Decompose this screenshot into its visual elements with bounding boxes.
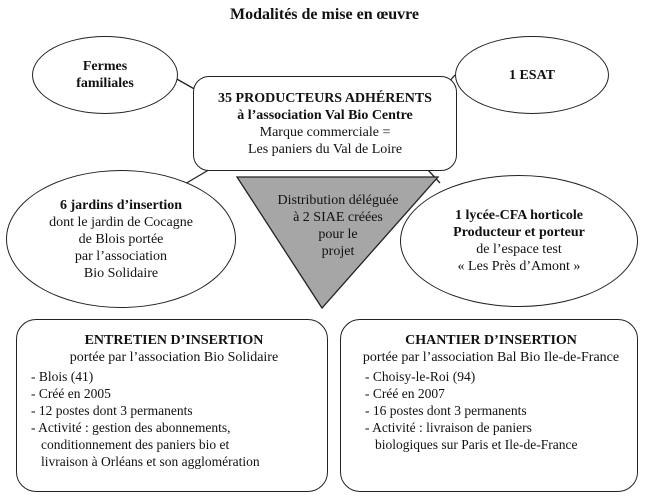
node-jardins-line-4: Bio Solidaire	[83, 265, 159, 281]
node-producteurs-bold-1: 35 PRODUCTEURS ADHÉRENTS	[218, 90, 432, 106]
box-chantier-list	[355, 368, 627, 453]
node-esat-line-1: 1 ESAT	[508, 67, 556, 83]
node-lycee-cfa	[400, 175, 638, 307]
node-jardins-line-1: dont le jardin de Cocagne	[49, 214, 193, 230]
node-fermes-familiales	[32, 36, 178, 114]
node-jardins-line-2: de Blois portée	[78, 231, 164, 247]
node-jardins-line-3: par l’association	[74, 248, 168, 264]
box-entretien-insertion	[16, 319, 328, 492]
list-item: - Créé en 2007	[365, 386, 445, 401]
box-entretien-title: ENTRETIEN D’INSERTION	[84, 333, 264, 348]
list-item: biologiques sur Paris et Ile-de-France	[375, 437, 578, 452]
box-entretien-subtitle: portée par l’association Bio Solidaire	[69, 350, 279, 365]
node-distribution-line-2: à 2 SIAE créées	[293, 210, 383, 225]
node-distribution-line-4: projet	[321, 244, 355, 259]
box-chantier-insertion	[340, 319, 638, 492]
node-fermes-line-2: familiales	[76, 76, 134, 91]
list-item: - 12 postes dont 3 permanents	[31, 403, 193, 418]
node-lycee-bold-2: Producteur et porteur	[453, 225, 585, 240]
node-lycee-line-1: de l’espace test	[476, 242, 562, 257]
box-entretien-list	[31, 368, 317, 470]
list-item: - Blois (41)	[31, 369, 94, 384]
node-fermes-line-1: Fermes	[82, 59, 128, 74]
list-item: conditionnement des paniers bio et	[41, 437, 230, 452]
node-distribution-line-3: pour le	[318, 227, 358, 242]
list-item: - Activité : livraison de paniers	[365, 420, 532, 435]
list-item: - Activité : gestion des abonnements,	[31, 420, 231, 435]
node-producteurs-line-2: Les paniers du Val de Loire	[247, 141, 403, 157]
node-jardins-insertion	[6, 170, 236, 308]
node-producteurs-line-1: Marque commerciale =	[259, 124, 391, 140]
box-chantier-subtitle: portée par l’association Bal Bio Ile-de-France	[362, 350, 620, 365]
list-item: - 16 postes dont 3 permanents	[365, 403, 527, 418]
node-lycee-bold-1: 1 lycée-CFA horticole	[454, 208, 584, 223]
node-esat	[455, 36, 609, 114]
node-producteurs	[193, 76, 457, 171]
node-producteurs-bold-2: à l’association Val Bio Centre	[237, 107, 413, 123]
box-chantier-title: CHANTIER D’INSERTION	[405, 333, 577, 348]
node-lycee-line-2: « Les Près d’Amont »	[457, 259, 581, 274]
list-item: livraison à Orléans et son agglomération	[41, 454, 260, 469]
node-distribution-line-1: Distribution déléguée	[277, 193, 399, 208]
list-item: - Choisy-le-Roi (94)	[365, 369, 476, 384]
node-jardins-bold-1: 6 jardins d’insertion	[59, 197, 183, 213]
list-item: - Créé en 2005	[31, 386, 111, 401]
diagram-title: Modalités de mise en œuvre	[229, 6, 419, 23]
